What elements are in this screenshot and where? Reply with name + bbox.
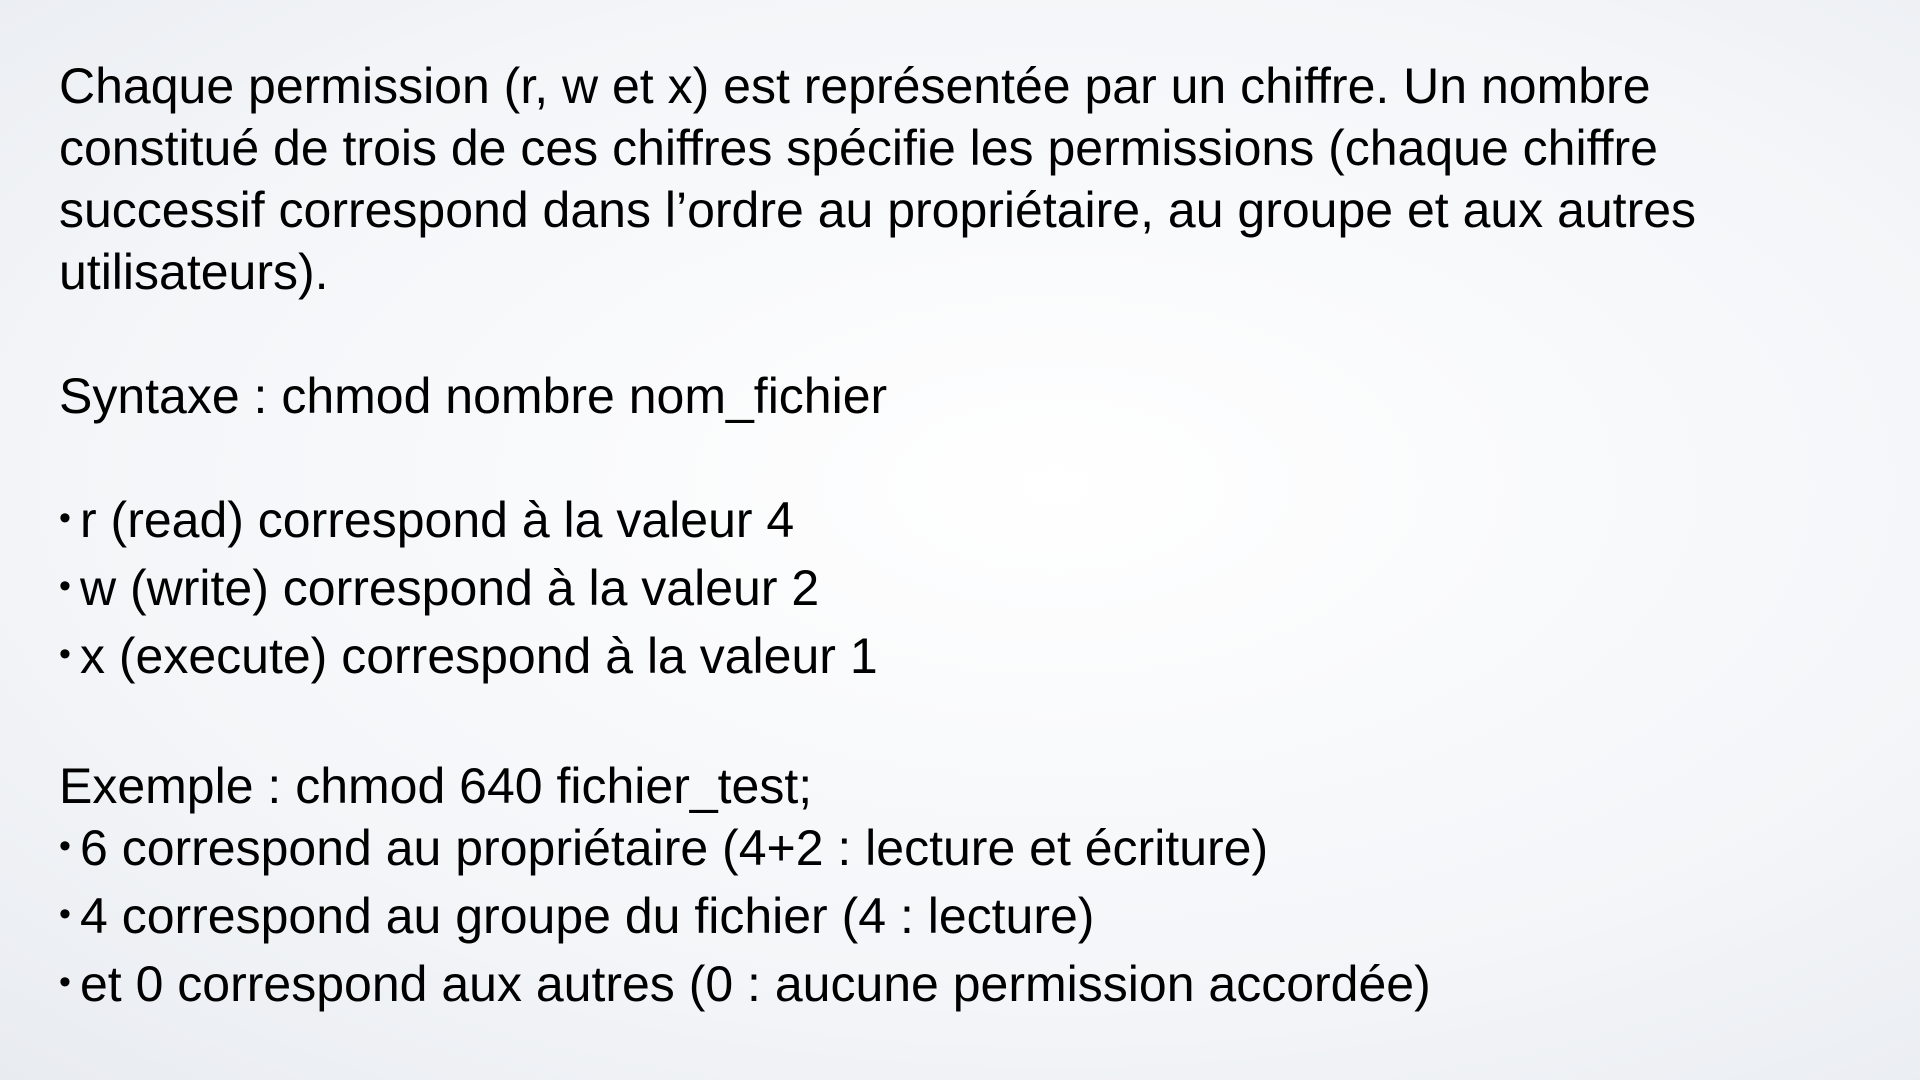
bullet-icon: •: [59, 827, 71, 865]
example-list: [59, 817, 1859, 1021]
spacer: [59, 427, 1859, 489]
list-item: [59, 557, 1859, 625]
syntax-line: Syntaxe : chmod nombre nom_fichier: [59, 368, 888, 424]
bullet-icon: •: [59, 895, 71, 933]
bullet-icon: •: [59, 635, 71, 673]
example-title: Exemple : chmod 640 fichier_test;: [59, 758, 813, 814]
list-item-text: 4 correspond au groupe du fichier (4 : lecture): [80, 888, 1095, 944]
intro-paragraph: Chaque permission (r, w et x) est représentée par un chiffre. Un nombre constitué de trois de ces chiffres spécifie les permissions (chaque chiffre successif correspond dans l’ordre au propriétaire, au groupe et aux autres utilisateurs).: [59, 58, 1697, 300]
spacer: [59, 693, 1859, 755]
list-item-text: r (read) correspond à la valeur 4: [80, 492, 795, 548]
list-item: [59, 885, 1859, 953]
list-item-text: 6 correspond au propriétaire (4+2 : lecture et écriture): [80, 820, 1269, 876]
bullet-icon: •: [59, 963, 71, 1001]
list-item: [59, 489, 1859, 557]
list-item-text: w (write) correspond à la valeur 2: [80, 560, 820, 616]
permission-values-list: [59, 489, 1859, 693]
spacer: [59, 303, 1859, 365]
slide-content: [59, 55, 1859, 1021]
list-item-text: x (execute) correspond à la valeur 1: [80, 628, 878, 684]
list-item: [59, 953, 1859, 1021]
list-item-text: et 0 correspond aux autres (0 : aucune permission accordée): [80, 956, 1431, 1012]
bullet-icon: •: [59, 499, 71, 537]
list-item: [59, 817, 1859, 885]
bullet-icon: •: [59, 567, 71, 605]
list-item: [59, 625, 1859, 693]
